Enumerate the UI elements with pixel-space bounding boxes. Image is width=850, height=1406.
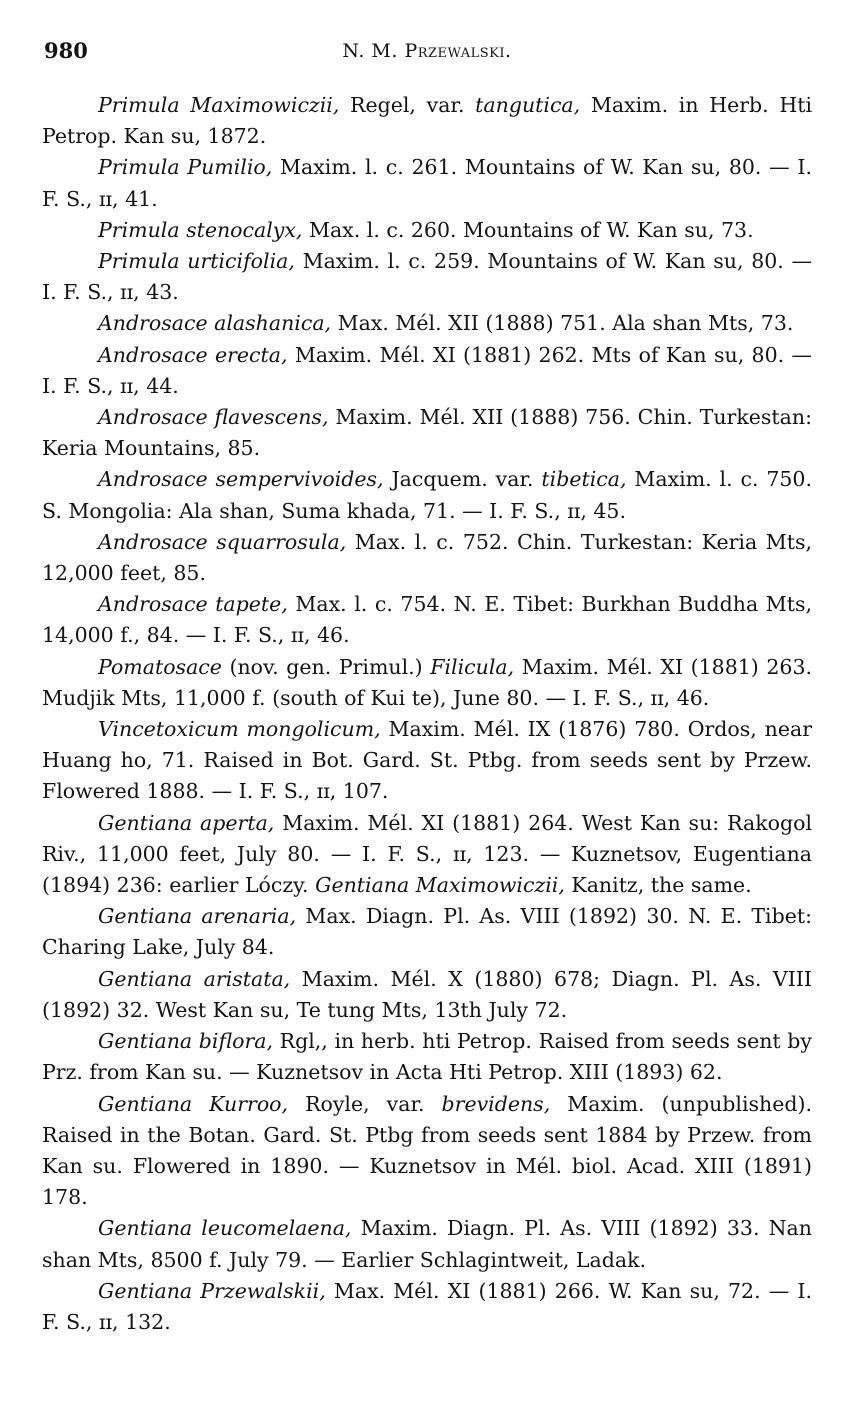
species-entry — [42, 964, 812, 1026]
species-name: Androsace flavescens, — [98, 405, 329, 430]
entry-text: Kanitz, the same. — [564, 873, 752, 898]
entry-text: (nov. gen. Primul.) — [221, 654, 431, 679]
species-entry — [42, 402, 812, 464]
variety-name: Gentiana Maximowiczii, — [315, 873, 565, 898]
entry-text: Maxim. Mél. XI (1881) 262. Mts of Kan su, 80. — I. F. S., ɪɪ, 44. — [42, 342, 812, 398]
entry-text: Jacquem. var. — [383, 467, 542, 492]
variety-name: tangutica, — [475, 93, 581, 117]
species-name: Vincetoxicum mongolicum, — [98, 717, 381, 742]
species-entry — [42, 1026, 812, 1088]
species-name: Primula urticifolia, — [98, 249, 295, 274]
species-entry — [42, 215, 812, 246]
entry-text: Maxim. Mél. XI (1881) 263. Mudjik Mts, 11,000 f. (south of Kui te), June 80. — I. F. S., ɪɪ, 46. — [42, 654, 813, 710]
variety-name: tibetica, — [541, 467, 627, 492]
species-name: Androsace squarrosula, — [98, 529, 347, 554]
species-entry — [42, 1213, 812, 1275]
species-entry — [42, 308, 812, 339]
variety-name: Filicula, — [430, 654, 515, 679]
entry-text: Max. Mél. XI (1881) 266. W. Kan su, 72. — I. F. S., ɪɪ, 132. — [42, 1278, 812, 1334]
species-name: Primula Pumilio, — [98, 155, 273, 180]
species-entry — [42, 464, 812, 526]
variety-name: brevidens, — [441, 1091, 551, 1116]
species-name: Androsace alashanica, — [98, 311, 332, 336]
species-name: Primula Maximowiczii, — [98, 93, 340, 117]
entry-text: Max. l. c. 754. N. E. Tibet: Burkhan Buddha Mts, 14,000 f., 84. — I. F. S., ɪɪ, 46. — [42, 592, 812, 648]
species-entry — [42, 901, 812, 963]
species-name: Gentiana biflora, — [98, 1029, 274, 1054]
species-entry — [42, 1089, 812, 1214]
entry-text: Maxim. l. c. 750. S. Mongolia: Ala shan, Suma khada, 71. — I. F. S., ɪɪ, 45. — [42, 467, 812, 523]
entry-text: Maxim. Mél. IX (1876) 780. Ordos, near Huang ho, 71. Raised in Bot. Gard. St. Ptbg. from seeds sent by Przew. Flowered 1888. — I. F. S., ɪɪ, 107. — [42, 717, 813, 804]
entry-text: Maxim. Mél. XII (1888) 756. Chin. Turkestan: Keria Mountains, 85. — [42, 405, 812, 461]
species-entry — [42, 808, 812, 902]
species-entry — [42, 1276, 812, 1338]
species-entry — [42, 714, 812, 808]
species-name: Gentiana aristata, — [98, 966, 291, 991]
entry-text: Maxim. Diagn. Pl. As. VIII (1892) 33. Nan shan Mts, 8500 f. July 79. — Earlier Schlagintweit, Ladak. — [42, 1216, 812, 1272]
species-name: Gentiana Przewalskii, — [98, 1278, 326, 1303]
species-entry — [42, 652, 812, 714]
species-name: Androsace tapete, — [98, 592, 288, 617]
species-entry — [42, 527, 812, 589]
species-name: Androsace sempervivoides, — [98, 467, 384, 492]
species-entry — [42, 246, 812, 308]
species-entry — [42, 340, 812, 402]
species-name: Primula stenocalyx, — [98, 217, 303, 242]
species-name: Androsace erecta, — [98, 342, 288, 367]
entry-text: Max. Mél. XII (1888) 751. Ala shan Mts, 73. — [331, 311, 794, 336]
entry-text: Rgl,, in herb. hti Petrop. Raised from seeds sent by Prz. from Kan su. — Kuznetsov in Acta Hti Petrop. XIII (1893) 62. — [42, 1029, 812, 1085]
entry-text: Max. l. c. 752. Chin. Turkestan: Keria Mts, 12,000 feet, 85. — [42, 529, 813, 586]
entry-text: Royle, var. — [288, 1091, 442, 1116]
entry-text: Maxim. in Herb. Hti Petrop. Kan su, 1872. — [42, 93, 813, 149]
running-head — [42, 40, 812, 62]
species-entry — [42, 90, 812, 152]
species-name: Gentiana aperta, — [98, 810, 275, 835]
species-name: Gentiana arenaria, — [98, 904, 297, 929]
entry-text: Max. l. c. 260. Mountains of W. Kan su, 73. — [302, 217, 754, 242]
page-number: 980 — [44, 38, 88, 63]
entry-text: Max. Diagn. Pl. As. VIII (1892) 30. N. E. Tibet: Charing Lake, July 84. — [42, 904, 813, 960]
page-header — [42, 38, 812, 90]
species-entry — [42, 152, 812, 214]
entry-text: Maxim. l. c. 259. Mountains of W. Kan su, 80. — I. F. S., ɪɪ, 43. — [42, 249, 813, 305]
species-name: Gentiana leucomelaena, — [98, 1216, 352, 1241]
entry-text: Maxim. (unpublished). Raised in the Botan. Gard. St. Ptbg from seeds sent 1884 by Przew. from Kan su. Flowered in 1890. — Kuznetsov in Mél. biol. Acad. XIII (1891) 178. — [42, 1091, 812, 1210]
entry-text: Maxim. l. c. 261. Mountains of W. Kan su, 80. — I. F. S., ɪɪ, 41. — [42, 155, 812, 211]
entry-text: Regel, var. — [339, 93, 476, 117]
species-entry — [42, 589, 812, 651]
running-head-text: N. M. Przewalski. — [342, 40, 512, 62]
entry-text: Maxim. Mél. X (1880) 678; Diagn. Pl. As. VIII (1892) 32. West Kan su, Te tung Mts, 13th July 72. — [42, 966, 812, 1022]
species-name: Gentiana Kurroo, — [98, 1091, 289, 1116]
species-list — [42, 90, 812, 1338]
species-name: Pomatosace — [98, 654, 222, 679]
entry-text: Maxim. Mél. XI (1881) 264. West Kan su: Rakogol Riv., 11,000 feet, July 80. — I. F. S., ɪɪ, 123. — Kuznetsov, Eugentiana (1894) 236: earlier Lóczy. — [42, 810, 813, 898]
